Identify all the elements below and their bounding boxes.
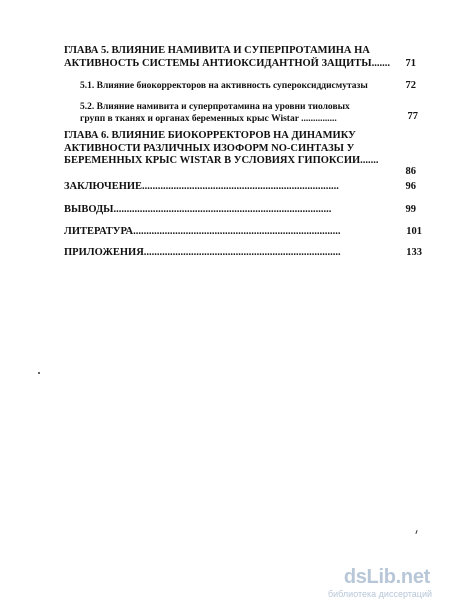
watermark-subtitle: библиотека диссертаций [327, 589, 432, 599]
toc-entry-text: АКТИВНОСТЬ СИСТЕМЫ АНТИОКСИДАНТНОЙ ЗАЩИТЫ....... [64, 57, 390, 69]
toc-entry-references [64, 226, 394, 239]
toc-entry-text: 5.1. Влияние биокорректоров на активность супероксиддисмутазы [80, 81, 368, 91]
toc-entry-findings [64, 204, 389, 217]
page-number: 133 [406, 247, 422, 258]
page-number: 101 [406, 226, 422, 237]
toc-entry-section-5-2 [80, 101, 390, 125]
toc-entry-chapter-5 [64, 45, 394, 70]
toc-entry-text: ЛИТЕРАТУРА............................................................................... [64, 226, 341, 237]
toc-entry-text: 5.2. Влияние намивита и суперпротамина на уровни тиоловых [80, 102, 350, 112]
toc-entry-text: групп в тканях и органах беременных крыс Wistar ............... [80, 114, 337, 124]
page-number: 72 [405, 80, 416, 91]
toc-entry-text: АКТИВНОСТИ РАЗЛИЧНЫХ ИЗОФОРМ NO-СИНТАЗЫ У [64, 142, 355, 154]
watermark [316, 564, 436, 604]
toc-entry-text: ЗАКЛЮЧЕНИЕ........................................................................... [64, 181, 339, 192]
page-number: 99 [405, 204, 416, 215]
toc-entry-text: ГЛАВА 5. ВЛИЯНИЕ НАМИВИТА И СУПЕРПРОТАМИНА НА [64, 45, 370, 56]
toc-entry-text: ПРИЛОЖЕНИЯ........................................................................... [64, 247, 341, 258]
toc-entry-section-5-1 [80, 80, 400, 92]
page-number: 77 [407, 111, 418, 122]
page-number: 71 [405, 58, 416, 69]
watermark-logo: dsLib.net [343, 566, 430, 588]
toc-entry-chapter-6 [64, 130, 394, 168]
toc-entry-text: ГЛАВА 6. ВЛИЯНИЕ БИОКОРРЕКТОРОВ НА ДИНАМИКУ [64, 130, 356, 141]
toc-entry-text: ВЫВОДЫ................................................................................... [64, 204, 332, 215]
scan-speck [38, 372, 40, 374]
toc-entry-conclusion [64, 181, 389, 194]
page-number: 86 [405, 166, 416, 177]
page-number: 96 [405, 181, 416, 192]
toc-entry-text: БЕРЕМЕННЫХ КРЫС WISTAR В УСЛОВИЯХ ГИПОКСИИ....... [64, 155, 379, 166]
toc-entry-appendices [64, 247, 394, 260]
